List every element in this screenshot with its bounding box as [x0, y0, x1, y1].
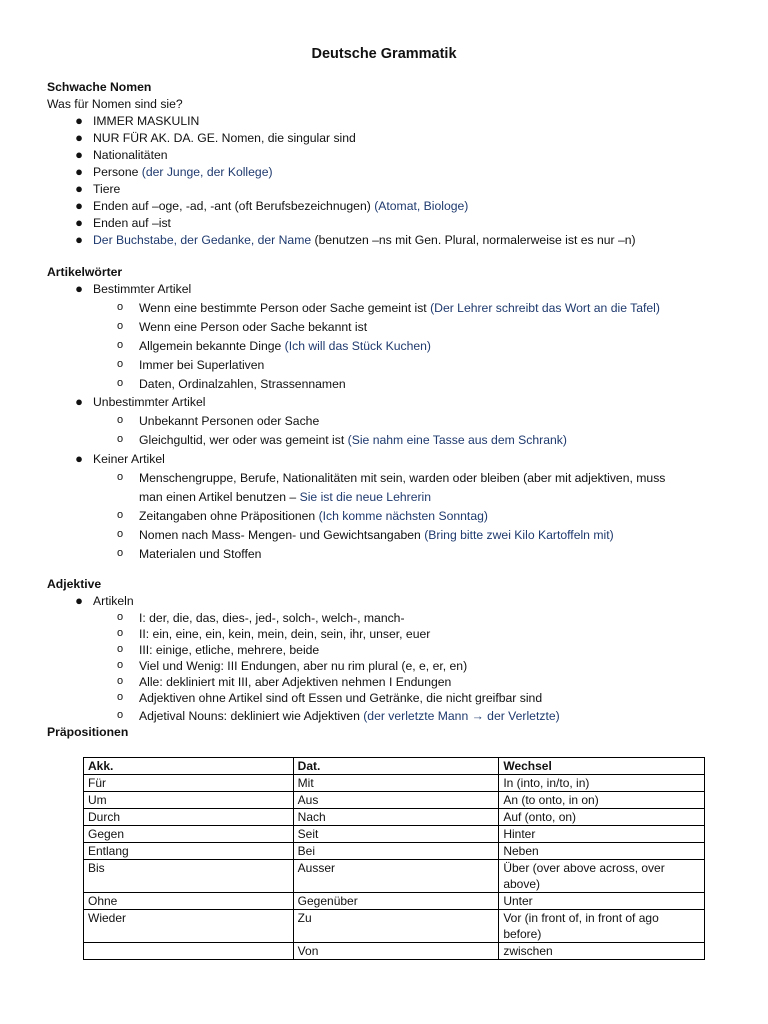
- table-row: [84, 809, 705, 826]
- bullet-icon: ●: [75, 215, 83, 230]
- list-item: [139, 642, 319, 659]
- list-item-last: [93, 232, 636, 249]
- circle-bullet-icon: o: [116, 377, 124, 389]
- list-item: [139, 376, 346, 393]
- list-item-text: Materialen und Stoffen: [139, 547, 262, 561]
- table-cell-wechsel: Neben: [499, 843, 705, 860]
- column-header-wechsel: Wechsel: [499, 758, 705, 775]
- circle-bullet-icon: o: [116, 339, 124, 351]
- list-item: [93, 181, 120, 198]
- table-cell-akk: Für: [84, 775, 294, 792]
- circle-bullet-icon: o: [116, 659, 124, 671]
- list-item-text: man einen Artikel benutzen –: [139, 490, 300, 504]
- table-cell-dat: Von: [293, 943, 499, 960]
- section-heading-schwache-nomen: Schwache Nomen: [47, 80, 152, 94]
- list-item-text: Allgemein bekannte Dinge: [139, 339, 285, 353]
- table-cell-wechsel: Auf (onto, on): [499, 809, 705, 826]
- list-item: [139, 626, 430, 643]
- table-row: [84, 893, 705, 910]
- list-item-example: (Der Lehrer schreibt das Wort an die Tafel): [430, 301, 660, 315]
- table-cell-wechsel: Unter: [499, 893, 705, 910]
- list-item-example: (Atomat, Biologe): [374, 199, 469, 213]
- subheading-bestimmter: Bestimmter Artikel: [93, 282, 192, 296]
- list-item: [139, 338, 431, 355]
- list-item-example: (Ich komme nächsten Sonntag): [318, 509, 488, 523]
- table-cell-wechsel: zwischen: [499, 943, 705, 960]
- table-cell-akk: Durch: [84, 809, 294, 826]
- list-item-text: Daten, Ordinalzahlen, Strassennamen: [139, 377, 346, 391]
- list-item-text: Immer bei Superlativen: [139, 358, 265, 372]
- list-item: [139, 357, 264, 374]
- circle-bullet-icon: o: [116, 709, 124, 721]
- table-body: [84, 775, 705, 960]
- bullet-icon: ●: [75, 113, 83, 128]
- list-item: [139, 658, 467, 675]
- list-item-text: Adjetival Nouns: dekliniert wie Adjektiven: [139, 709, 364, 723]
- bullet-icon: ●: [75, 281, 83, 296]
- table-cell-akk: Um: [84, 792, 294, 809]
- list-item-text: Adjektiven ohne Artikel sind oft Essen und Getränke, die nicht greifbar sind: [139, 691, 543, 705]
- list-item-text: Wenn eine bestimmte Person oder Sache gemeint ist: [139, 301, 431, 315]
- circle-bullet-icon: o: [116, 627, 124, 639]
- table-cell-wechsel: In (into, in/to, in): [499, 775, 705, 792]
- list-item: [93, 198, 468, 215]
- table-row: [84, 860, 705, 893]
- list-item: [93, 147, 168, 164]
- list-item: [139, 674, 451, 691]
- list-item-text: Enden auf –oge, -ad, -ant (oft Berufsbezeichnugen): [93, 199, 375, 213]
- circle-bullet-icon: o: [116, 691, 124, 703]
- list-item: [93, 215, 171, 232]
- circle-bullet-icon: o: [116, 528, 124, 540]
- list-item: [139, 432, 567, 449]
- table-cell-dat: Seit: [293, 826, 499, 843]
- table-cell-wechsel: Über (over above across, over above): [499, 860, 705, 893]
- list-item: [139, 508, 488, 525]
- list-item-continued: [139, 489, 431, 506]
- bullet-icon: ●: [75, 451, 83, 466]
- table-cell-wechsel: Hinter: [499, 826, 705, 843]
- table-cell-dat: Gegenüber: [293, 893, 499, 910]
- bullet-icon: ●: [75, 130, 83, 145]
- table-cell-dat: Aus: [293, 792, 499, 809]
- list-item-text: (benutzen –ns mit Gen. Plural, normalerweise ist es nur –n): [311, 233, 636, 247]
- list-item-text: Unbekannt Personen oder Sache: [139, 414, 320, 428]
- list-item-text: Viel und Wenig: III Endungen, aber nu rim plural (e, e, er, en): [139, 659, 468, 673]
- circle-bullet-icon: o: [116, 611, 124, 623]
- list-item-text: Tiere: [93, 182, 121, 196]
- section-heading-adjektive: Adjektive: [47, 577, 102, 591]
- bullet-icon: ●: [75, 147, 83, 162]
- column-header-akk: Akk.: [84, 758, 294, 775]
- list-item: [139, 319, 367, 336]
- circle-bullet-icon: o: [116, 358, 124, 370]
- table-cell-dat: Nach: [293, 809, 499, 826]
- list-item-text: Gleichgultid, wer oder was gemeint ist: [139, 433, 348, 447]
- list-item-example: (Sie nahm eine Tasse aus dem Schrank): [347, 433, 567, 447]
- table-row: [84, 943, 705, 960]
- circle-bullet-icon: o: [116, 675, 124, 687]
- subheading-artikeln: Artikeln: [93, 594, 134, 608]
- subheading-keiner: Keiner Artikel: [93, 452, 165, 466]
- list-item: [139, 413, 319, 430]
- circle-bullet-icon: o: [116, 414, 124, 426]
- page-title: Deutsche Grammatik: [311, 46, 457, 62]
- list-item-text: Nomen nach Mass- Mengen- und Gewichtsangaben: [139, 528, 425, 542]
- bullet-icon: ●: [75, 232, 83, 247]
- circle-bullet-icon: o: [116, 471, 124, 483]
- table-row: [84, 775, 705, 792]
- list-item: [93, 113, 199, 130]
- list-item-text: Menschengruppe, Berufe, Nationalitäten mit sein, warden oder bleiben (aber mit adjektiven, muss: [139, 471, 666, 485]
- list-item-example: Sie ist die neue Lehrerin: [299, 490, 432, 504]
- table-cell-akk: Bis: [84, 860, 294, 893]
- bullet-icon: ●: [75, 593, 83, 608]
- list-item-text: NUR FÜR AK. DA. GE. Nomen, die singular sind: [93, 131, 356, 145]
- table-cell-akk: Entlang: [84, 843, 294, 860]
- bullet-icon: ●: [75, 164, 83, 179]
- table-cell-akk: Wieder: [84, 910, 294, 943]
- list-item-example: (der Junge, der Kollege): [141, 165, 273, 179]
- table-row: [84, 843, 705, 860]
- list-item-example: Der Buchstabe, der Gedanke, der Name: [93, 233, 312, 247]
- table-cell-dat: Zu: [293, 910, 499, 943]
- list-item-text: Wenn eine Person oder Sache bekannt ist: [139, 320, 368, 334]
- circle-bullet-icon: o: [116, 301, 124, 313]
- list-item-text: Enden auf –ist: [93, 216, 171, 230]
- subheading-unbestimmter: Unbestimmter Artikel: [93, 395, 206, 409]
- table-cell-akk: Gegen: [84, 826, 294, 843]
- list-item: [139, 690, 542, 707]
- list-item: [139, 610, 405, 627]
- circle-bullet-icon: o: [116, 320, 124, 332]
- list-item: [93, 164, 273, 181]
- circle-bullet-icon: o: [116, 643, 124, 655]
- section-question: Was für Nomen sind sie?: [47, 97, 183, 111]
- table-header-row: [84, 758, 705, 775]
- list-item-example: (Ich will das Stück Kuchen): [284, 339, 431, 353]
- section-heading-praepositionen: Präpositionen: [47, 725, 129, 739]
- list-item: [139, 300, 660, 317]
- list-item-text: II: ein, eine, ein, kein, mein, dein, sein, ihr, unser, euer: [139, 627, 431, 641]
- list-item-text: Zeitangaben ohne Präpositionen: [139, 509, 319, 523]
- list-item-example: (Bring bitte zwei Kilo Kartoffeln mit): [424, 528, 614, 542]
- table-cell-akk: [84, 943, 294, 960]
- table-row: [84, 826, 705, 843]
- table-cell-akk: Ohne: [84, 893, 294, 910]
- list-item-text: I: der, die, das, dies-, jed-, solch-, welch-, manch-: [139, 611, 405, 625]
- section-heading-artikelwoerter: Artikelwörter: [47, 265, 123, 279]
- table-row: [84, 792, 705, 809]
- list-item-text: Persone: [93, 165, 142, 179]
- circle-bullet-icon: o: [116, 509, 124, 521]
- circle-bullet-icon: o: [116, 433, 124, 445]
- table-cell-wechsel: Vor (in front of, in front of ago before): [499, 910, 705, 943]
- praepositionen-table: [83, 757, 705, 960]
- table-cell-wechsel: An (to onto, in on): [499, 792, 705, 809]
- column-header-dat: Dat.: [293, 758, 499, 775]
- list-item-text: III: einige, etliche, mehrere, beide: [139, 643, 320, 657]
- circle-bullet-icon: o: [116, 547, 124, 559]
- bullet-icon: ●: [75, 181, 83, 196]
- bullet-icon: ●: [75, 198, 83, 213]
- list-item-text: Alle: dekliniert mit III, aber Adjektiven nehmen I Endungen: [139, 675, 452, 689]
- list-item-text: IMMER MASKULIN: [93, 114, 200, 128]
- table-cell-dat: Bei: [293, 843, 499, 860]
- list-item: [93, 130, 356, 147]
- table-cell-dat: Ausser: [293, 860, 499, 893]
- bullet-icon: ●: [75, 394, 83, 409]
- table-cell-dat: Mit: [293, 775, 499, 792]
- list-item-example: (der verletzte Mann → der Verletzte): [363, 709, 560, 723]
- table-row: [84, 910, 705, 943]
- list-item-text: Nationalitäten: [93, 148, 168, 162]
- list-item: [139, 546, 261, 563]
- list-item: [139, 527, 614, 544]
- list-item: [139, 708, 560, 725]
